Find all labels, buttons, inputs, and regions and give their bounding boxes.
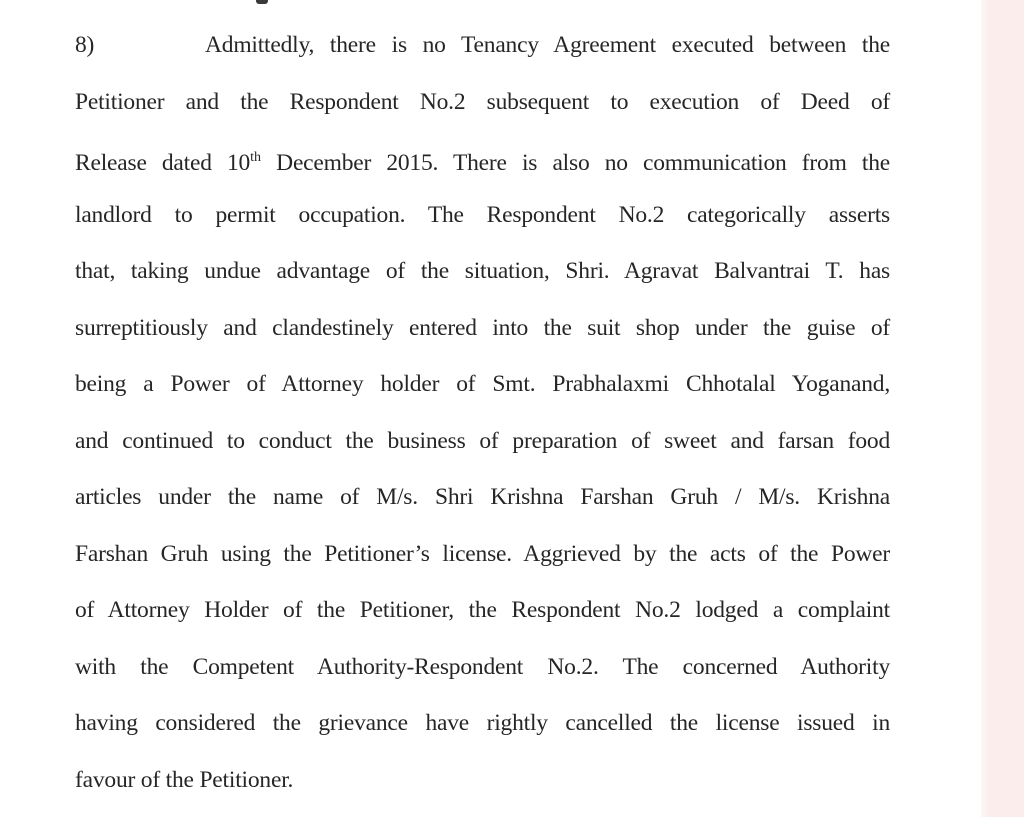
line-text-post: December 2015. There is also no communication from the — [260, 150, 890, 176]
line-text: being a Power of Attorney holder of Smt. Prabhalaxmi Chhotalal Yoganand, — [75, 371, 890, 397]
paragraph-line-5 — [75, 243, 890, 300]
paragraph-line-14 — [75, 752, 890, 809]
line-text: of Attorney Holder of the Petitioner, the Respondent No.2 lodged a complaint — [75, 597, 890, 623]
line-text: surreptitiously and clandestinely entered into the suit shop under the guise of — [75, 314, 890, 341]
line-text: articles under the name of M/s. Shri Krishna Farshan Gruh / M/s. Krishna — [75, 484, 890, 510]
line-text: that, taking undue advantage of the situation, Shri. Agravat Balvantrai T. has — [75, 258, 890, 284]
paragraph-line-7 — [75, 356, 890, 413]
line-text-pre: Release dated 10 — [75, 150, 251, 176]
line-text: Farshan Gruh using the Petitioner’s license. Aggrieved by the acts of the Power — [75, 540, 890, 567]
ordinal-superscript: th — [250, 150, 261, 165]
paragraph-line-6 — [75, 300, 890, 357]
right-edge-strip — [981, 0, 1024, 817]
line-text: landlord to permit occupation. The Respondent No.2 categorically asserts — [75, 201, 890, 228]
line-text: favour of the Petitioner. — [75, 766, 294, 793]
judgment-paragraph-8 — [75, 17, 890, 808]
line-text: and continued to conduct the business of preparation of sweet and farsan food — [75, 427, 890, 454]
line-text: with the Competent Authority-Respondent No.2. The concerned Authority — [75, 653, 890, 680]
paragraph-line-1 — [75, 17, 890, 74]
paragraph-number: 8) — [75, 32, 95, 58]
paragraph-line-10 — [75, 526, 890, 583]
paragraph-line-2 — [75, 74, 890, 131]
paragraph-line-12 — [75, 639, 890, 696]
paragraph-line-3 — [75, 130, 890, 187]
line-text: Admittedly, there is no Tenancy Agreement executed between the — [205, 32, 890, 58]
line-text: having considered the grievance have rightly cancelled the license issued in — [75, 710, 890, 736]
cropped-text-fragment — [256, 0, 268, 4]
line-text: Petitioner and the Respondent No.2 subsequent to execution of Deed of — [75, 88, 890, 115]
paragraph-line-9 — [75, 469, 890, 526]
paragraph-line-13 — [75, 695, 890, 752]
paragraph-line-8 — [75, 413, 890, 470]
paragraph-line-11 — [75, 582, 890, 639]
paragraph-line-4 — [75, 187, 890, 244]
